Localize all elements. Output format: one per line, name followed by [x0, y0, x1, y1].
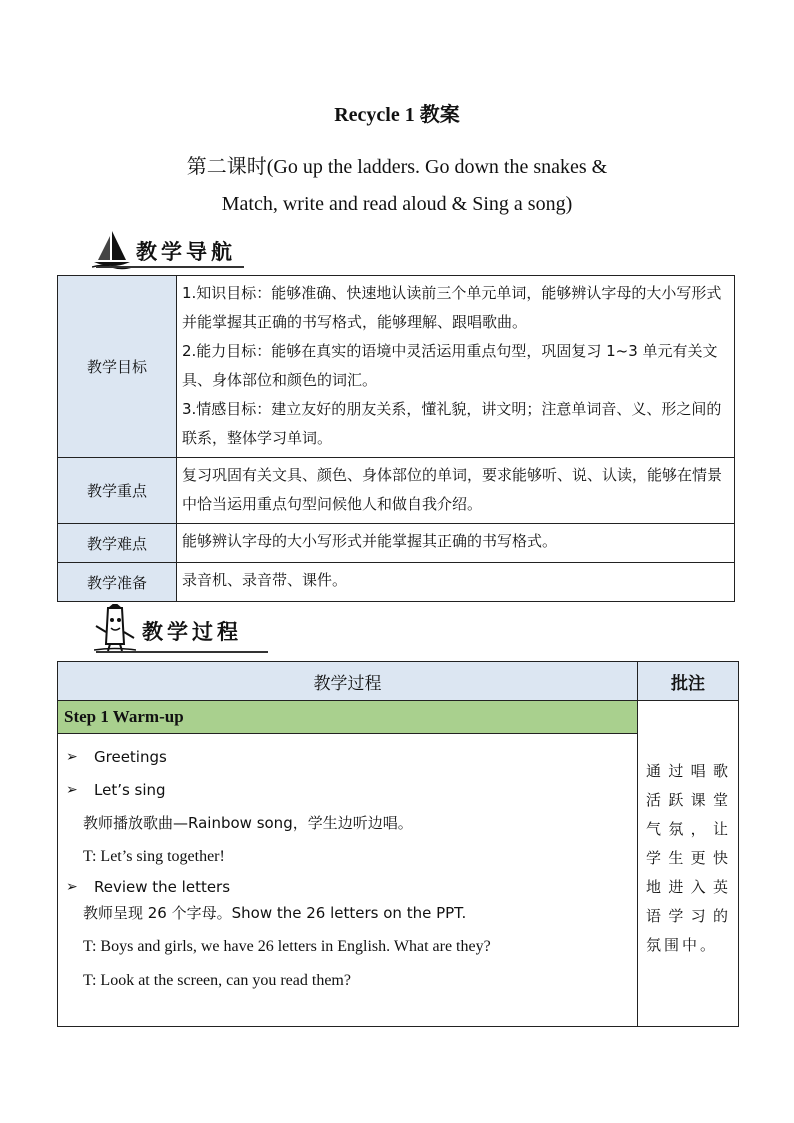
objective-emotion: 3.情感目标：建立友好的朋友关系，懂礼貌，讲文明；注意单词音、义、形之间的联系，整体学习单词。	[182, 400, 722, 447]
list-item	[66, 874, 629, 900]
teaching-process-banner-text: 教学过程	[142, 620, 242, 644]
key-points-cell: 复习巩固有关文具、颜色、身体部位的单词，要求能够听、说、认读，能够在情景中恰当运用重点句型问候他人和做自我介绍。	[177, 458, 735, 524]
notes-cell: 通过唱歌活跃课堂气氛，让学生更快地进入英语学习的氛围中。	[638, 701, 739, 1027]
objectives-cell	[177, 276, 735, 458]
arrow-bullet-icon: ➢	[66, 781, 78, 798]
difficulties-cell: 能够辨认字母的大小写形式并能掌握其正确的书写格式。	[177, 524, 735, 563]
teaching-nav-banner	[92, 228, 236, 270]
teaching-process-banner	[94, 604, 242, 652]
table-row	[58, 734, 739, 1027]
lesson-subtitle-line-2: Match, write and read aloud & Sing a song)	[221, 193, 573, 215]
row-label-key-points: 教学重点	[58, 458, 177, 524]
arrow-bullet-icon: ➢	[66, 748, 78, 765]
objective-ability: 2.能力目标：能够在真实的语境中灵活运用重点句型，巩固复习 1~3 单元有关文具、身体部位和颜色的词汇。	[182, 342, 718, 389]
line-sing-together: T: Let’s sing together!	[83, 848, 225, 865]
column-header-process: 教学过程	[58, 662, 638, 701]
sailboat-icon	[92, 228, 132, 270]
objectives-table	[57, 275, 735, 602]
table-row	[58, 524, 735, 563]
list-item	[66, 740, 629, 773]
table-row	[58, 276, 735, 458]
arrow-bullet-icon: ➢	[66, 879, 78, 895]
bullet-greetings: Greetings	[94, 747, 167, 766]
table-row	[58, 458, 735, 524]
bullet-review-letters: Review the letters	[94, 878, 231, 896]
line-play-song: 教师播放歌曲—Rainbow song，学生边听边唱。	[83, 814, 413, 832]
line-what-are-they: T: Boys and girls, we have 26 letters in English. What are they?	[83, 938, 491, 955]
table-row	[58, 563, 735, 602]
process-table	[57, 661, 739, 1027]
banner-underline	[96, 266, 244, 268]
row-label-preparation: 教学准备	[58, 563, 177, 602]
list-item	[66, 773, 629, 806]
row-label-objectives: 教学目标	[58, 276, 177, 458]
page-title: Recycle 1 教案	[334, 104, 460, 126]
process-body	[58, 734, 638, 1027]
banner-underline	[96, 651, 268, 653]
pencil-mascot-icon	[94, 604, 136, 652]
objective-knowledge: 1.知识目标：能够准确、快速地认读前三个单元单词，能够辨认字母的大小写形式并能掌握其正确的书写格式，能够理解、跟唱歌曲。	[182, 284, 722, 331]
preparation-cell: 录音机、录音带、课件。	[177, 563, 735, 602]
bullet-lets-sing: Let’s sing	[94, 780, 166, 799]
line-look-at-screen: T: Look at the screen, can you read them?	[83, 972, 351, 989]
table-row	[58, 701, 739, 734]
line-show-letters: 教师呈现 26 个字母。Show the 26 letters on the PPT.	[83, 904, 467, 922]
lesson-subtitle-line-1: 第二课时(Go up the ladders. Go down the snakes &	[186, 156, 608, 178]
step-title: Step 1 Warm-up	[58, 701, 638, 734]
table-header-row	[58, 662, 739, 701]
teaching-nav-banner-text: 教学导航	[136, 240, 236, 264]
row-label-difficulties: 教学难点	[58, 524, 177, 563]
column-header-notes: 批注	[638, 662, 739, 701]
